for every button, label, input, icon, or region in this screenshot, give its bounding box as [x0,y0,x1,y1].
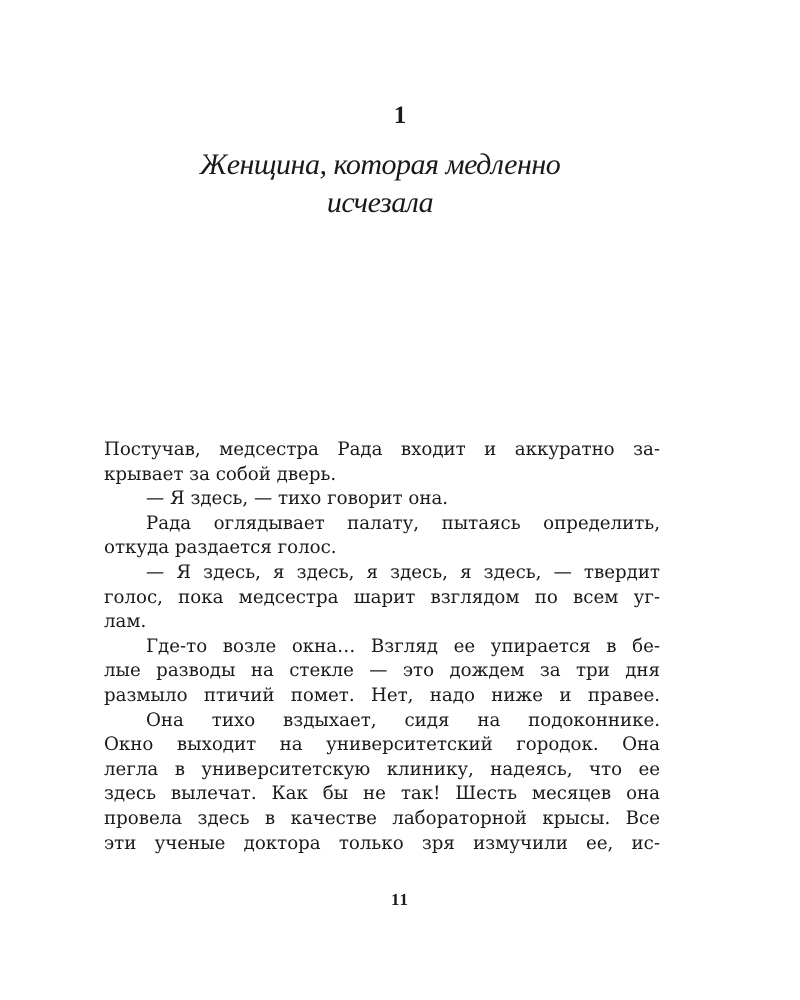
text-line: провела здесь в качестве лабораторной крысы. Все [104,807,660,829]
text-line: откуда раздается голос. [104,537,337,559]
text-line: голос, пока медсестра шарит взглядом по всем уг- [104,586,660,608]
text-line: здесь вылечат. Как бы не так! Шесть месяцев она [104,783,660,805]
text-line: размыло птичий помет. Нет, надо ниже и правее. [104,684,660,706]
text-line: — Я здесь, — тихо говорит она. [146,488,449,510]
text-line: Рада оглядывает палату, пытаясь определить, [146,512,660,534]
text-line: легла в университетскую клинику, надеясь, что ее [104,758,660,780]
text-line: лые разводы на стекле — это дождем за три дня [104,660,660,682]
text-line: Она тихо вздыхает, сидя на подоконнике. [146,709,660,731]
page-number: 11 [390,890,410,909]
text-line: Где-то возле окна… Взгляд ее упирается в бе- [146,635,660,657]
chapter-title-line-1: Женщина, которая медленно [199,148,561,181]
body-text [104,438,660,856]
text-line: Окно выходит на университетский городок. Она [104,734,660,756]
chapter-number: 1 [393,102,407,129]
chapter-title [180,146,580,222]
text-line: — Я здесь, я здесь, я здесь, я здесь, — твердит [146,561,660,583]
text-line: крывает за собой дверь. [104,463,337,485]
text-line: лам. [104,611,147,633]
text-line: эти ученые доктора только зря измучили ее, ис- [104,832,660,854]
text-line: Постучав, медсестра Рада входит и аккуратно за- [104,439,660,460]
chapter-title-line-2: исчезала [326,186,434,219]
